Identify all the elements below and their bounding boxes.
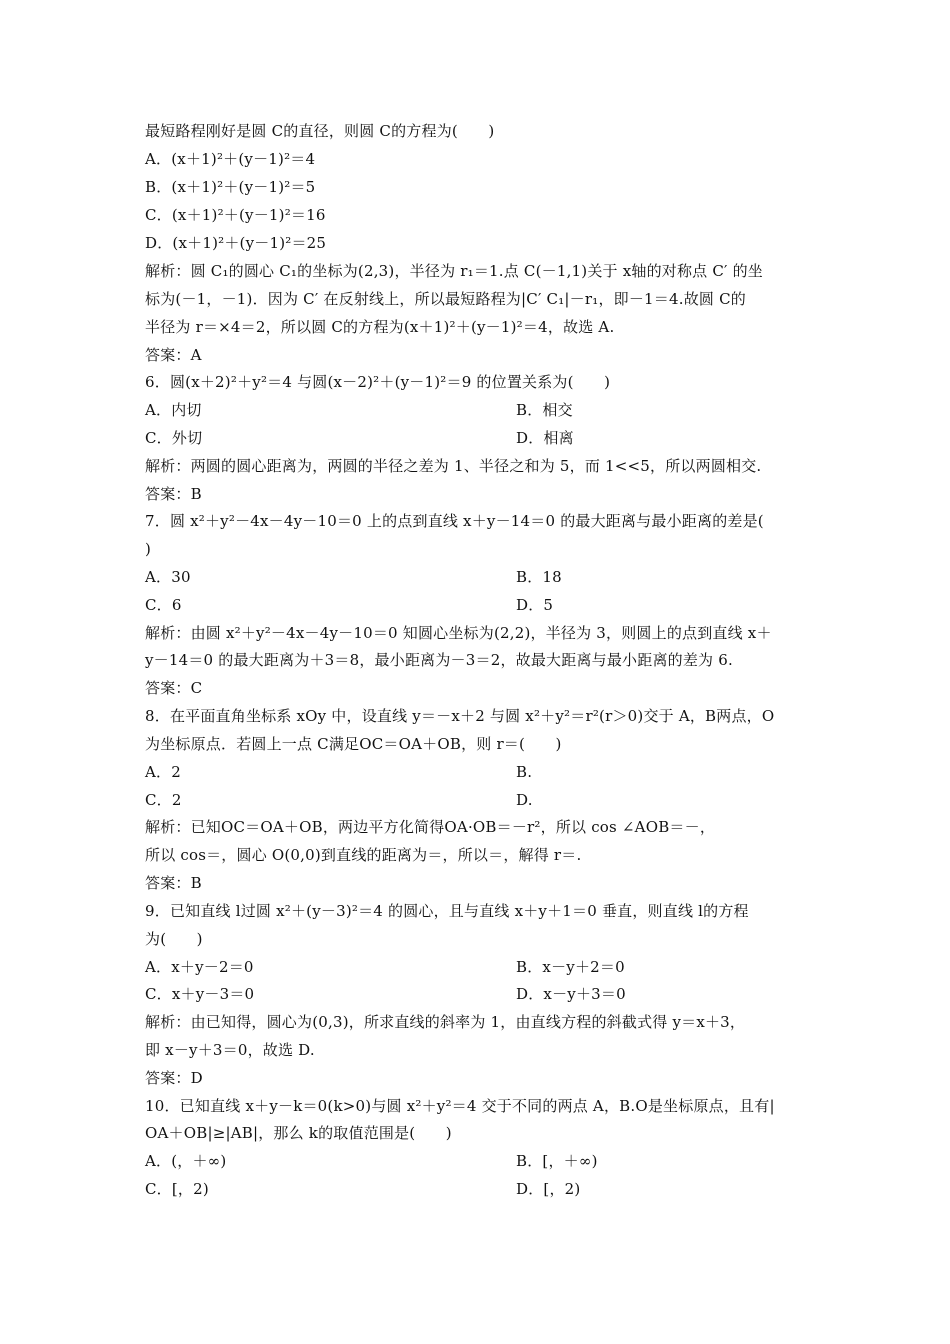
- answer: 答案：D: [145, 1069, 203, 1087]
- question-6-stem: 6．圆(x＋2)²＋y²＝4 与圆(x－2)²＋(y－1)²＝9 的位置关系为( ): [145, 373, 611, 391]
- option-c: C．[，2): [145, 1180, 209, 1198]
- option-c: C．(x＋1)²＋(y－1)²＝16: [145, 206, 326, 224]
- option-d: D.: [516, 791, 533, 809]
- solution-text: 标为(－1，－1)．因为 C′ 在反射线上，所以最短路程为|C′ C₁|－r₁，即－1＝4.故圆 C的: [145, 290, 746, 308]
- option-b: B．相交: [516, 401, 573, 419]
- solution-text: 解析：圆 C₁的圆心 C₁的坐标为(2,3)，半径为 r₁＝1.点 C(－1,1)关于 x轴的对称点 C′ 的坐: [145, 262, 763, 280]
- answer: 答案：B: [145, 874, 202, 892]
- question-7-stem: ): [145, 540, 152, 558]
- option-a: A．2: [145, 763, 181, 781]
- option-d: D．5: [516, 596, 554, 614]
- question-10-stem: 10．已知直线 x＋y－k＝0(k>0)与圆 x²＋y²＝4 交于不同的两点 A，B.O是坐标原点，且有|: [145, 1097, 775, 1115]
- option-b: B．(x＋1)²＋(y－1)²＝5: [145, 178, 316, 196]
- answer: 答案：A: [145, 346, 202, 364]
- solution-text: 解析：已知OC＝OA＋OB，两边平方化简得OA·OB＝－r²，所以 cos ∠AOB＝－，: [145, 818, 716, 836]
- solution-text: 解析：由已知得，圆心为(0,3)，所求直线的斜率为 1，由直线方程的斜截式得 y＝x＋3，: [145, 1013, 746, 1031]
- option-a: A．x＋y－2＝0: [145, 958, 254, 976]
- option-d: D．相离: [516, 429, 574, 447]
- solution-text: 所以 cos＝，圆心 O(0,0)到直线的距离为＝，所以＝，解得 r＝.: [145, 846, 582, 864]
- solution-text: y－14＝0 的最大距离为＋3＝8，最小距离为－3＝2，故最大距离与最小距离的差为 6.: [145, 651, 733, 669]
- option-b: B．18: [516, 568, 562, 586]
- question-5-stem: 最短路程刚好是圆 C的直径，则圆 C的方程为( ): [145, 122, 495, 140]
- question-7-stem: 7．圆 x²＋y²－4x－4y－10＝0 上的点到直线 x＋y－14＝0 的最大距离与最小距离的差是(: [145, 512, 764, 530]
- option-a: A．30: [145, 568, 191, 586]
- question-9-stem: 9．已知直线 l过圆 x²＋(y－3)²＝4 的圆心，且与直线 x＋y＋1＝0 垂直，则直线 l的方程: [145, 902, 749, 920]
- option-a: A．(，＋∞): [145, 1152, 227, 1170]
- question-8-stem: 为坐标原点．若圆上一点 C满足OC＝OA＋OB，则 r＝( ): [145, 735, 562, 753]
- question-8-stem: 8．在平面直角坐标系 xOy 中，设直线 y＝－x＋2 与圆 x²＋y²＝r²(r＞0)交于 A，B两点，O: [145, 707, 775, 725]
- answer: 答案：C: [145, 679, 203, 697]
- option-c: C．2: [145, 791, 182, 809]
- option-b: B．[，＋∞): [516, 1152, 598, 1170]
- solution-text: 解析：由圆 x²＋y²－4x－4y－10＝0 知圆心坐标为(2,2)，半径为 3，则圆上的点到直线 x＋: [145, 624, 772, 642]
- solution-text: 半径为 r＝×4＝2，所以圆 C的方程为(x＋1)²＋(y－1)²＝4，故选 A.: [145, 318, 615, 336]
- question-9-stem: 为( ): [145, 930, 203, 948]
- solution-text: 即 x－y＋3＝0，故选 D.: [145, 1041, 315, 1059]
- option-d: D．[，2): [516, 1180, 581, 1198]
- option-b: B．x－y＋2＝0: [516, 958, 625, 976]
- option-d: D．x－y＋3＝0: [516, 985, 626, 1003]
- answer: 答案：B: [145, 485, 202, 503]
- option-c: C．x＋y－3＝0: [145, 985, 255, 1003]
- question-10-stem: OA＋OB|≥|AB|，那么 k的取值范围是( ): [145, 1124, 452, 1142]
- option-c: C．6: [145, 596, 182, 614]
- option-b: B.: [516, 763, 533, 781]
- option-c: C．外切: [145, 429, 203, 447]
- solution-text: 解析：两圆的圆心距离为，两圆的半径之差为 1、半径之和为 5，而 1<<5，所以两圆相交.: [145, 457, 762, 475]
- option-d: D．(x＋1)²＋(y－1)²＝25: [145, 234, 327, 252]
- option-a: A．(x＋1)²＋(y－1)²＝4: [145, 150, 316, 168]
- option-a: A．内切: [145, 401, 202, 419]
